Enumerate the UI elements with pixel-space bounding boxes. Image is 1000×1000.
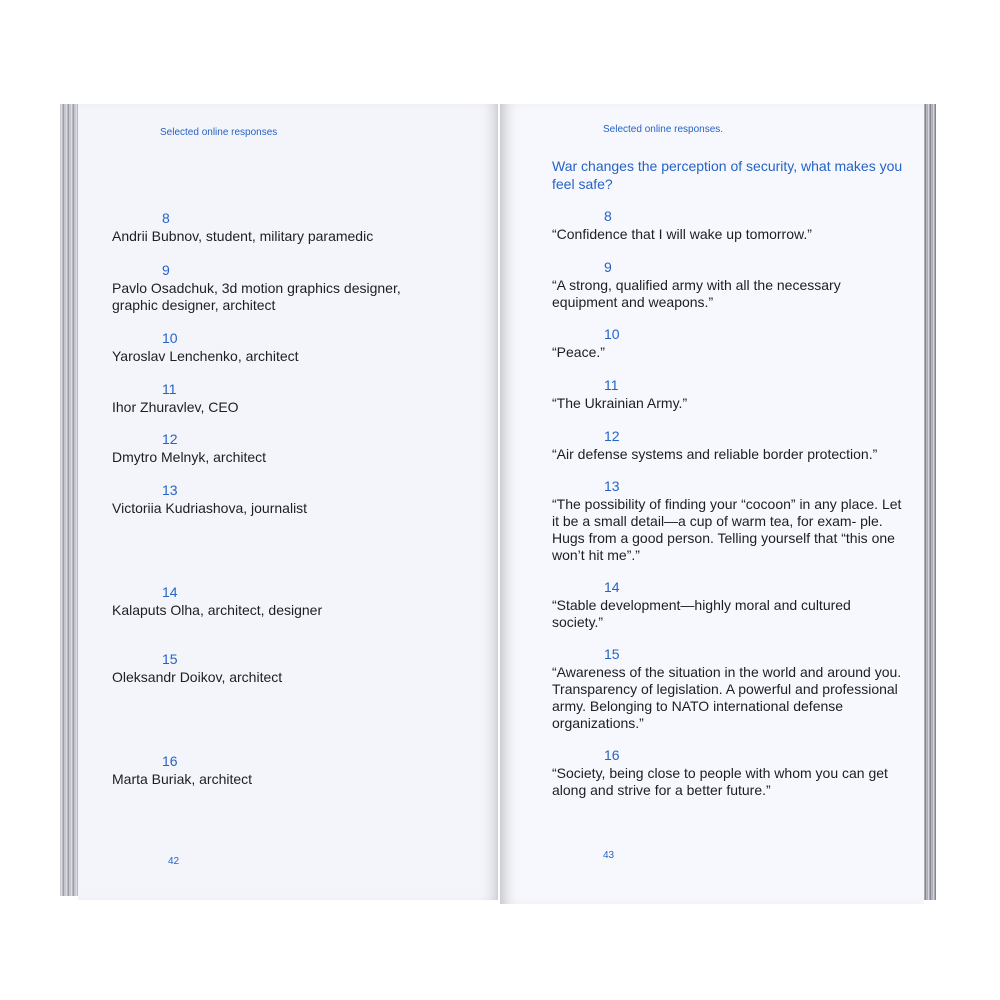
entry-number: 10	[162, 330, 178, 346]
entry-number: 14	[162, 584, 178, 600]
response-quote: “Peace.”	[552, 344, 605, 360]
running-head: Selected online responses.	[603, 124, 724, 135]
entry-number: 16	[604, 747, 620, 763]
respondent-name: Oleksandr Doikov, architect	[112, 669, 283, 685]
response-quote: “A strong, qualified army with all the necessary equipment and weapons.”	[552, 277, 841, 310]
response-quote: “Stable development—highly moral and cultured society.”	[552, 597, 851, 630]
response-quote: “Confidence that I will wake up tomorrow.”	[552, 226, 812, 242]
survey-question: War changes the perception of security, what makes you feel safe?	[552, 158, 903, 192]
entry-number: 11	[162, 381, 177, 397]
entry-number: 12	[162, 431, 178, 447]
entry-number: 15	[604, 646, 620, 662]
entry-number: 9	[604, 259, 612, 275]
right-page	[500, 104, 924, 904]
respondent-name: Dmytro Melnyk, architect	[112, 449, 267, 465]
entry-number: 8	[162, 210, 170, 226]
running-head: Selected online responses	[160, 127, 278, 138]
page-number: 42	[168, 856, 180, 867]
entry-number: 10	[604, 326, 620, 342]
response-entry	[552, 326, 902, 361]
respondent-name: Victoriia Kudriashova, journalist	[112, 500, 308, 516]
left-page	[78, 104, 498, 900]
response-quote: “The Ukrainian Army.”	[552, 395, 688, 411]
respondent-name: Yaroslav Lenchenko, architect	[112, 348, 299, 364]
page-number: 43	[603, 850, 615, 861]
entry-number: 13	[604, 478, 620, 494]
respondent-entry	[112, 584, 442, 619]
respondent-name: Ihor Zhuravlev, CEO	[112, 399, 239, 415]
entry-number: 11	[604, 377, 619, 393]
response-entry	[552, 478, 902, 564]
response-entry	[552, 208, 902, 243]
response-quote: “Awareness of the situation in the world and around you. Transparency of legislation. A powerful and professional army. Belonging to NATO international defense organizations.”	[552, 664, 902, 731]
respondent-entry	[112, 330, 442, 365]
entry-number: 15	[162, 651, 178, 667]
respondent-name: Kalaputs Olha, architect, designer	[112, 602, 323, 618]
response-entry	[552, 579, 902, 631]
response-quote: “The possibility of finding your “cocoon” in any place. Let it be a small detail—a cup of warm tea, for exam- ple. Hugs from a good person. Telling yourself that “this one won’t hit me”.”	[552, 496, 902, 563]
respondent-name: Marta Buriak, architect	[112, 771, 253, 787]
entry-number: 9	[162, 262, 170, 278]
response-entry	[552, 259, 902, 311]
respondent-entry	[112, 262, 442, 314]
respondent-entry	[112, 431, 442, 466]
book-page-edges-left	[60, 104, 80, 896]
respondent-entry	[112, 381, 442, 416]
response-entry	[552, 646, 902, 732]
entry-number: 16	[162, 753, 178, 769]
respondent-entry	[112, 482, 442, 517]
respondent-entry	[112, 651, 442, 686]
response-quote: “Air defense systems and reliable border protection.”	[552, 446, 878, 462]
response-entry	[552, 428, 902, 463]
entry-number: 8	[604, 208, 612, 224]
entry-number: 12	[604, 428, 620, 444]
respondent-name: Andrii Bubnov, student, military paramedic	[112, 228, 374, 244]
book-page-edges-right	[922, 104, 936, 900]
respondent-name: Pavlo Osadchuk, 3d motion graphics designer, graphic designer, architect	[112, 280, 401, 313]
respondent-entry	[112, 753, 442, 788]
respondent-entry	[112, 210, 442, 245]
response-entry	[552, 747, 902, 799]
response-entry	[552, 377, 902, 412]
entry-number: 14	[604, 579, 620, 595]
response-quote: “Society, being close to people with whom you can get along and strive for a better future.”	[552, 765, 888, 798]
entry-number: 13	[162, 482, 178, 498]
